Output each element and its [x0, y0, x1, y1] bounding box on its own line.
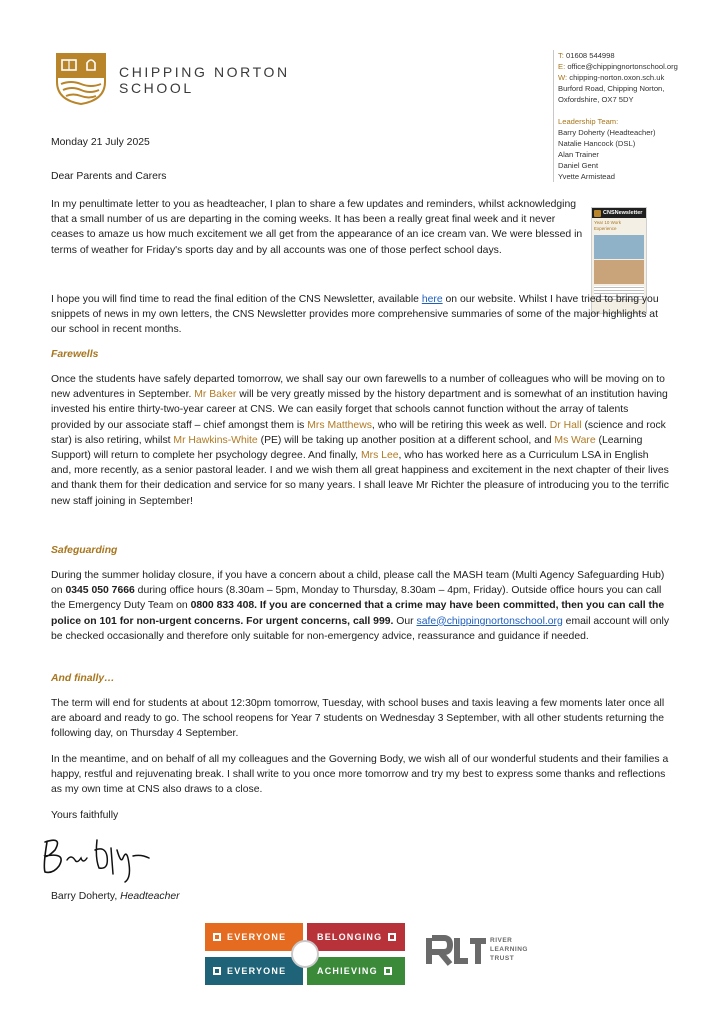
- leadership-member: Alan Trainer: [558, 150, 599, 159]
- staff-name: Ms Ware: [554, 434, 596, 446]
- contact-website[interactable]: W: chipping-norton.oxon.sch.uk: [558, 73, 665, 82]
- intro-paragraph: In my penultimate letter to you as headteacher, I plan to share a few updates and reminders, whilst acknowledging that a small number of us are departing in the coming weeks. It has been a really great final week and it never ceases to amaze us how much excitement we all get from the appearance of an ice cream van. We were blessed in terms of weather for Friday's sports day and by all accounts was one of those perfect school days.: [51, 199, 583, 256]
- contact-address-line1: Burford Road, Chipping Norton,: [558, 84, 665, 93]
- trust-name: RIVER LEARNING TRUST: [490, 937, 528, 962]
- safeguarding-email-link[interactable]: safe@chippingnortonschool.org: [416, 615, 563, 627]
- wishes-paragraph: In the meantime, and on behalf of all my colleagues and the Governing Body, we wish all of our wonderful students and their families a happy, restful and rejuvenating break. I shall write to you once more tomorrow and try my best to express some thanks and reflections as my own time at CNS also draws to a close.: [51, 754, 669, 796]
- heading-and-finally: And finally…: [51, 673, 115, 684]
- end-of-term-paragraph: The term will end for students at about 12:30pm tomorrow, Tuesday, with school buses and taxis leaving a few moments later once all are aboard and ready to go. The school reopens for Year 7 students on Wednesday 3 September, with all other students returning the following day, on Thursday 4 September.: [51, 698, 665, 740]
- school-crest-logo: [53, 50, 109, 106]
- newsletter-photo: [594, 235, 644, 259]
- heading-farewells: Farewells: [51, 349, 99, 360]
- staff-name: Dr Hall: [549, 419, 582, 431]
- contact-telephone: T: 01608 544998: [558, 51, 615, 60]
- staff-name: Mrs Lee: [360, 450, 399, 462]
- heading-safeguarding: Safeguarding: [51, 545, 118, 556]
- contact-email[interactable]: E: office@chippingnortonschool.org: [558, 62, 678, 71]
- value-belonging: BELONGING: [307, 923, 405, 951]
- staff-name: Mr Hawkins-White: [173, 434, 258, 446]
- values-banner: [205, 923, 405, 985]
- square-icon: [213, 933, 221, 941]
- newsletter-header: [592, 208, 646, 218]
- school-name-line2: SCHOOL: [119, 80, 194, 96]
- leadership-member: Daniel Gent: [558, 161, 599, 170]
- river-learning-trust-logo: [424, 932, 488, 968]
- crest-emblem-icon: [291, 940, 319, 968]
- school-name-line1: CHIPPING NORTON: [119, 64, 290, 80]
- letter-date: Monday 21 July 2025: [51, 137, 150, 148]
- farewells-paragraph: Once the students have safely departed tomorrow, we shall say our own farewells to a number of colleagues who will be moving on to new adventures in September. Mr Baker will be very greatly missed by the history department and is somewhat of an institution having invested his entire thirty-two-year career at CNS. We can easily forget that schools cannot function without the array of talents provided by our associate staff – chief amongst them is Mrs Matthews, who will be retiring this week as well. Dr Hall (science and rock star) is also retiring, whilst Mr Hawkins-White (PE) will be taking up another position at a different school, and Ms Ware (Learning Support) will return to complete her psychology degree. And finally, Mrs Lee, who has worked here as a Curriculum LSA in English and, more recently, as a senior pastoral leader. I and we wish them all great happiness and excitement in the next chapter of their lives and thank them for their dedication and service for so many years. I shall leave Mr Richter the pleasure of introducing you to the terrific new staff joining in September!: [51, 374, 669, 507]
- safeguarding-paragraph: During the summer holiday closure, if you have a concern about a child, please call the MASH team (Multi Agency Safeguarding Hub) on 0345 050 7666 during office hours (8.30am – 5pm, Monday to Thursday, 8.30am – 4pm, Friday). Outside office hours you can call the Emergency Duty Team on 0800 833 408. If you are concerned that a crime may have been committed, then you can call the police on 101 for non-urgent concerns. For urgent concerns, call 999. Our safe@chippingnortonschool.org email account will only be checked occasionally and therefore only suitable for non-emergency advice, reassurance and guidance if needed.: [51, 570, 670, 642]
- leadership-member: Natalie Hancock (DSL): [558, 139, 636, 148]
- newsletter-title: CNSNewsletter: [603, 210, 643, 216]
- contact-address-line2: Oxfordshire, OX7 5DY: [558, 95, 634, 104]
- leadership-member: Yvette Armistead: [558, 172, 615, 181]
- staff-name: Mrs Matthews: [307, 419, 372, 431]
- staff-name: Mr Baker: [194, 389, 237, 401]
- leadership-team-title: Leadership Team:: [558, 117, 619, 126]
- mash-phone: 0345 050 7666: [65, 585, 135, 597]
- newsletter-paragraph: I hope you will find time to read the final edition of the CNS Newsletter, available here on our website. Whilst I have tried to bring you snippets of news in my own letters, the CNS Newsletter provides more comprehensive summaries of some of the major highlights at our school in recent months.: [51, 294, 659, 336]
- handwritten-signature: [37, 828, 167, 883]
- newsletter-logo-icon: [594, 210, 601, 217]
- value-everyone: EVERYONE: [205, 957, 303, 985]
- newsletter-subtitle: Year 10 Work Experience: [594, 220, 622, 231]
- emergency-phone: 0800 833 408.: [190, 600, 258, 612]
- contact-block: [553, 50, 723, 182]
- closing: Yours faithfully: [51, 810, 119, 821]
- leadership-member: Barry Doherty (Headteacher): [558, 128, 656, 137]
- signatory: Barry Doherty, Headteacher: [51, 891, 180, 902]
- value-achieving: ACHIEVING: [307, 957, 405, 985]
- school-name: [119, 64, 290, 96]
- square-icon: [213, 967, 221, 975]
- value-everyone: EVERYONE: [205, 923, 303, 951]
- square-icon: [384, 967, 392, 975]
- newsletter-photo: [594, 260, 644, 284]
- salutation: Dear Parents and Carers: [51, 171, 167, 182]
- square-icon: [388, 933, 396, 941]
- newsletter-link[interactable]: here: [421, 294, 443, 305]
